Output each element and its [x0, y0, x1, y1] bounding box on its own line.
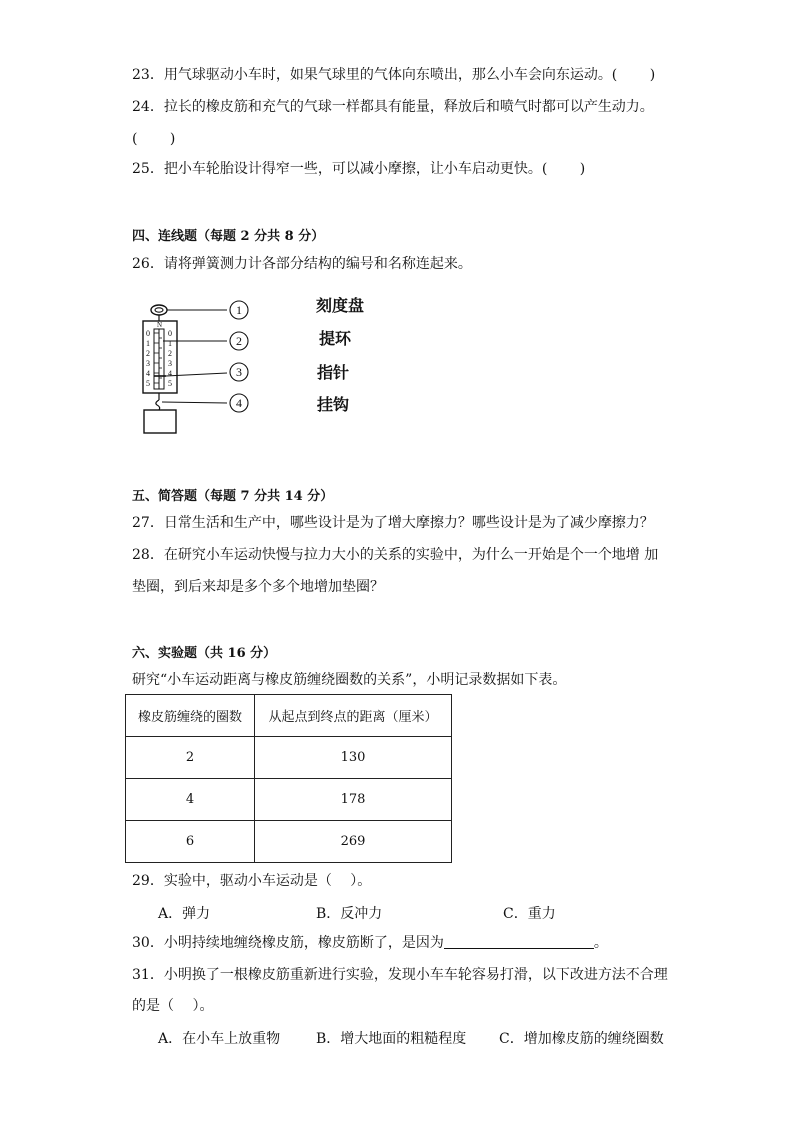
question-24-line1: 24．拉长的橡皮筋和充气的气球一样都具有能量，释放后和喷气时都可以产生动力。 [132, 99, 654, 115]
scale-number: 1 [168, 339, 172, 348]
circle-number-3-text: 3 [236, 365, 242, 379]
experiment-intro: 研究“小车运动距离与橡皮筋缠绕圈数的关系”，小明记录数据如下表。 [132, 672, 567, 688]
weight-block [144, 410, 176, 433]
table-row [126, 821, 452, 863]
question-28-line1: 28．在研究小车运动快慢与拉力大小的关系的实验中，为什么一开始是个一个地增 加 [132, 547, 659, 563]
circle-number-4-text: 4 [236, 396, 242, 410]
scale-number: 0 [168, 329, 172, 338]
scale-number: 1 [146, 339, 150, 348]
scale-number: 2 [168, 349, 172, 358]
scale-number: 4 [168, 369, 172, 378]
q29-option-c: C．重力 [503, 906, 556, 922]
question-30 [132, 934, 608, 952]
question-30-end: 。 [593, 935, 608, 951]
q29-option-a: A．弹力 [158, 906, 211, 922]
scale-number: 0 [146, 329, 150, 338]
lifting-ring-shape [151, 305, 167, 315]
q29-option-b: B．反冲力 [316, 906, 383, 922]
table-header: 橡皮筋缠绕的圈数 [126, 695, 255, 737]
table-cell: 2 [126, 737, 255, 779]
part-name-ring: 提环 [319, 329, 352, 348]
question-31-line2: 的是（ ）。 [132, 998, 214, 1014]
table-cell: 269 [255, 821, 452, 863]
table-header-row [126, 695, 452, 737]
question-30-text: 30．小明持续地缠绕橡皮筋，橡皮筋断了，是因为 [132, 935, 444, 951]
table-cell: 130 [255, 737, 452, 779]
hook-shape [156, 400, 160, 410]
part-name-hook: 挂钩 [317, 395, 350, 414]
spring-scale-diagram [135, 297, 275, 447]
question-24-answer-blank: ( ) [132, 131, 176, 147]
scale-number: 3 [146, 359, 150, 368]
scale-number: 4 [146, 369, 150, 378]
part-name-dial: 刻度盘 [316, 296, 365, 315]
unit-letter: N [157, 321, 163, 329]
q31-option-c: C．增加橡皮筋的缠绕圈数 [499, 1031, 664, 1047]
scale-number: 3 [168, 359, 172, 368]
circle-number-1-text: 1 [236, 303, 242, 317]
question-25: 25．把小车轮胎设计得窄一些，可以减小摩擦，让小车启动更快。( ) [132, 161, 586, 177]
table-cell: 6 [126, 821, 255, 863]
question-29: 29．实验中，驱动小车运动是（ ）。 [132, 873, 372, 889]
answer-blank-line[interactable] [444, 934, 594, 949]
table-row [126, 737, 452, 779]
table-cell: 178 [255, 779, 452, 821]
question-28-line2: 垫圈，到后来却是多个多个地增加垫圈？ [132, 579, 384, 595]
question-27: 27．日常生活和生产中，哪些设计是为了增大摩擦力？哪些设计是为了减少摩擦力？ [132, 515, 654, 531]
q31-option-a: A．在小车上放重物 [158, 1031, 281, 1047]
scale-number: 5 [146, 379, 150, 388]
question-31-line1: 31．小明换了一根橡皮筋重新进行实验，发现小车车轮容易打滑，以下改进方法不合理 [132, 967, 668, 983]
question-23: 23．用气球驱动小车时，如果气球里的气体向东喷出，那么小车会向东运动。( ) [132, 67, 656, 83]
part-name-pointer: 指针 [317, 363, 350, 382]
circle-number-2-text: 2 [236, 334, 242, 348]
section-5-title: 五、简答题（每题 7 分共 14 分） [132, 489, 334, 504]
table-row [126, 779, 452, 821]
table-header: 从起点到终点的距离（厘米） [255, 695, 452, 737]
table-cell: 4 [126, 779, 255, 821]
scale-number: 5 [168, 379, 172, 388]
scale-number: 2 [146, 349, 150, 358]
question-26: 26．请将弹簧测力计各部分结构的编号和名称连起来。 [132, 256, 472, 272]
section-4-title: 四、连线题（每题 2 分共 8 分） [132, 229, 325, 244]
q31-option-b: B．增大地面的粗糙程度 [316, 1031, 467, 1047]
data-table [125, 694, 452, 863]
section-6-title: 六、实验题（共 16 分） [132, 646, 277, 661]
